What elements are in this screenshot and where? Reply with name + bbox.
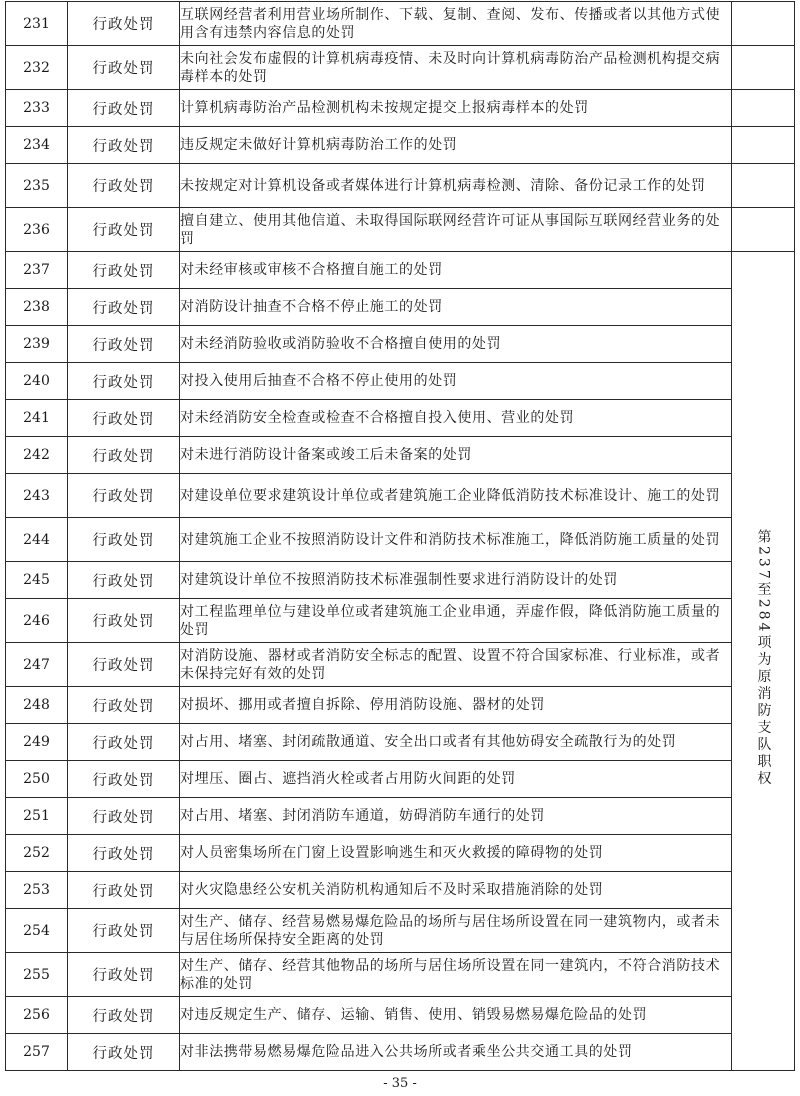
row-description: 对埋压、圈占、遮挡消火栓或者占用防火间距的处罚 bbox=[180, 761, 732, 798]
row-number: 256 bbox=[6, 997, 68, 1034]
row-number: 234 bbox=[6, 127, 68, 164]
table-row bbox=[6, 363, 795, 400]
row-number: 241 bbox=[6, 400, 68, 437]
row-number: 238 bbox=[6, 289, 68, 326]
row-number: 246 bbox=[6, 599, 68, 643]
row-category: 行政处罚 bbox=[68, 2, 180, 46]
row-category: 行政处罚 bbox=[68, 208, 180, 252]
table-row bbox=[6, 953, 795, 997]
row-number: 236 bbox=[6, 208, 68, 252]
table-row bbox=[6, 599, 795, 643]
row-number: 240 bbox=[6, 363, 68, 400]
row-category: 行政处罚 bbox=[68, 761, 180, 798]
row-description: 对建筑设计单位不按照消防技术标准强制性要求进行消防设计的处罚 bbox=[180, 562, 732, 599]
table-row bbox=[6, 872, 795, 909]
row-description: 互联网经营者利用营业场所制作、下载、复制、查阅、发布、传播或者以其他方式使用含有违禁内容信息的处罚 bbox=[180, 2, 732, 46]
table-row bbox=[6, 2, 795, 46]
row-category: 行政处罚 bbox=[68, 164, 180, 208]
row-description: 对损坏、挪用或者擅自拆除、停用消防设施、器材的处罚 bbox=[180, 687, 732, 724]
table-row bbox=[6, 761, 795, 798]
row-description: 擅自建立、使用其他信道、未取得国际联网经营许可证从事国际互联网经营业务的处罚 bbox=[180, 208, 732, 252]
row-number: 247 bbox=[6, 643, 68, 687]
row-number: 237 bbox=[6, 252, 68, 289]
table-row bbox=[6, 909, 795, 953]
table-row bbox=[6, 562, 795, 599]
table-row bbox=[6, 724, 795, 761]
row-description: 对建设单位要求建筑设计单位或者建筑施工企业降低消防技术标准设计、施工的处罚 bbox=[180, 474, 732, 518]
row-category: 行政处罚 bbox=[68, 643, 180, 687]
row-number: 235 bbox=[6, 164, 68, 208]
row-note-empty bbox=[732, 46, 795, 90]
row-category: 行政处罚 bbox=[68, 953, 180, 997]
page-number: - 35 - bbox=[383, 1076, 417, 1091]
table-row bbox=[6, 518, 795, 562]
table-row bbox=[6, 90, 795, 127]
row-description: 对违反规定生产、储存、运输、销售、使用、销毁易燃易爆危险品的处罚 bbox=[180, 997, 732, 1034]
row-description: 对非法携带易燃易爆危险品进入公共场所或者乘坐公共交通工具的处罚 bbox=[180, 1034, 732, 1071]
row-number: 255 bbox=[6, 953, 68, 997]
row-category: 行政处罚 bbox=[68, 997, 180, 1034]
table-row bbox=[6, 437, 795, 474]
powers-table bbox=[5, 1, 795, 1071]
row-note-empty bbox=[732, 208, 795, 252]
row-category: 行政处罚 bbox=[68, 326, 180, 363]
row-category: 行政处罚 bbox=[68, 252, 180, 289]
row-category: 行政处罚 bbox=[68, 90, 180, 127]
row-description: 对消防设计抽查不合格不停止施工的处罚 bbox=[180, 289, 732, 326]
row-number: 250 bbox=[6, 761, 68, 798]
row-description: 计算机病毒防治产品检测机构未按规定提交上报病毒样本的处罚 bbox=[180, 90, 732, 127]
table-row bbox=[6, 997, 795, 1034]
row-number: 254 bbox=[6, 909, 68, 953]
row-number: 249 bbox=[6, 724, 68, 761]
table-row bbox=[6, 208, 795, 252]
source-note: 第237至284项为原消防支队职权 bbox=[755, 529, 772, 788]
row-note-empty bbox=[732, 127, 795, 164]
row-number: 239 bbox=[6, 326, 68, 363]
row-description: 对工程监理单位与建设单位或者建筑施工企业串通，弄虚作假，降低消防施工质量的处罚 bbox=[180, 599, 732, 643]
row-category: 行政处罚 bbox=[68, 400, 180, 437]
row-category: 行政处罚 bbox=[68, 909, 180, 953]
row-description: 未向社会发布虚假的计算机病毒疫情、未及时向计算机病毒防治产品检测机构提交病毒样本的处罚 bbox=[180, 46, 732, 90]
table-row bbox=[6, 687, 795, 724]
row-description: 对建筑施工企业不按照消防设计文件和消防技术标准施工，降低消防施工质量的处罚 bbox=[180, 518, 732, 562]
table-row bbox=[6, 400, 795, 437]
row-description: 对未经审核或审核不合格擅自施工的处罚 bbox=[180, 252, 732, 289]
row-description: 对火灾隐患经公安机关消防机构通知后不及时采取措施消除的处罚 bbox=[180, 872, 732, 909]
table-row bbox=[6, 798, 795, 835]
merged-note-cell bbox=[732, 252, 795, 1071]
row-note-empty bbox=[732, 2, 795, 46]
row-category: 行政处罚 bbox=[68, 127, 180, 164]
row-category: 行政处罚 bbox=[68, 518, 180, 562]
row-category: 行政处罚 bbox=[68, 599, 180, 643]
row-number: 252 bbox=[6, 835, 68, 872]
row-category: 行政处罚 bbox=[68, 474, 180, 518]
row-category: 行政处罚 bbox=[68, 687, 180, 724]
row-description: 对消防设施、器材或者消防安全标志的配置、设置不符合国家标准、行业标准，或者未保持完好有效的处罚 bbox=[180, 643, 732, 687]
row-description: 对未进行消防设计备案或竣工后未备案的处罚 bbox=[180, 437, 732, 474]
row-category: 行政处罚 bbox=[68, 562, 180, 599]
row-category: 行政处罚 bbox=[68, 437, 180, 474]
row-description: 未按规定对计算机设备或者媒体进行计算机病毒检测、清除、备份记录工作的处罚 bbox=[180, 164, 732, 208]
row-number: 248 bbox=[6, 687, 68, 724]
row-category: 行政处罚 bbox=[68, 1034, 180, 1071]
row-category: 行政处罚 bbox=[68, 798, 180, 835]
row-description: 对投入使用后抽查不合格不停止使用的处罚 bbox=[180, 363, 732, 400]
row-description: 对人员密集场所在门窗上设置影响逃生和灭火救援的障碍物的处罚 bbox=[180, 835, 732, 872]
row-category: 行政处罚 bbox=[68, 363, 180, 400]
table-row bbox=[6, 326, 795, 363]
row-note-empty bbox=[732, 90, 795, 127]
row-category: 行政处罚 bbox=[68, 46, 180, 90]
row-number: 243 bbox=[6, 474, 68, 518]
row-number: 251 bbox=[6, 798, 68, 835]
row-number: 231 bbox=[6, 2, 68, 46]
row-category: 行政处罚 bbox=[68, 872, 180, 909]
row-number: 257 bbox=[6, 1034, 68, 1071]
row-number: 245 bbox=[6, 562, 68, 599]
row-category: 行政处罚 bbox=[68, 289, 180, 326]
row-description: 对占用、堵塞、封闭疏散通道、安全出口或者有其他妨碍安全疏散行为的处罚 bbox=[180, 724, 732, 761]
row-description: 对占用、堵塞、封闭消防车通道，妨碍消防车通行的处罚 bbox=[180, 798, 732, 835]
row-description: 对生产、储存、经营其他物品的场所与居住场所设置在同一建筑内，不符合消防技术标准的处罚 bbox=[180, 953, 732, 997]
table-row bbox=[6, 127, 795, 164]
row-number: 232 bbox=[6, 46, 68, 90]
row-note-empty bbox=[732, 164, 795, 208]
row-number: 253 bbox=[6, 872, 68, 909]
table-row bbox=[6, 164, 795, 208]
row-description: 对生产、储存、经营易燃易爆危险品的场所与居住场所设置在同一建筑物内，或者未与居住场所保持安全距离的处罚 bbox=[180, 909, 732, 953]
row-description: 违反规定未做好计算机病毒防治工作的处罚 bbox=[180, 127, 732, 164]
row-number: 242 bbox=[6, 437, 68, 474]
table-row bbox=[6, 46, 795, 90]
row-description: 对未经消防验收或消防验收不合格擅自使用的处罚 bbox=[180, 326, 732, 363]
table-row bbox=[6, 289, 795, 326]
row-number: 233 bbox=[6, 90, 68, 127]
table-row bbox=[6, 474, 795, 518]
row-category: 行政处罚 bbox=[68, 724, 180, 761]
row-category: 行政处罚 bbox=[68, 835, 180, 872]
table-row bbox=[6, 835, 795, 872]
table-row bbox=[6, 1034, 795, 1071]
row-description: 对未经消防安全检查或检查不合格擅自投入使用、营业的处罚 bbox=[180, 400, 732, 437]
table-row bbox=[6, 643, 795, 687]
table-row bbox=[6, 252, 795, 289]
row-number: 244 bbox=[6, 518, 68, 562]
